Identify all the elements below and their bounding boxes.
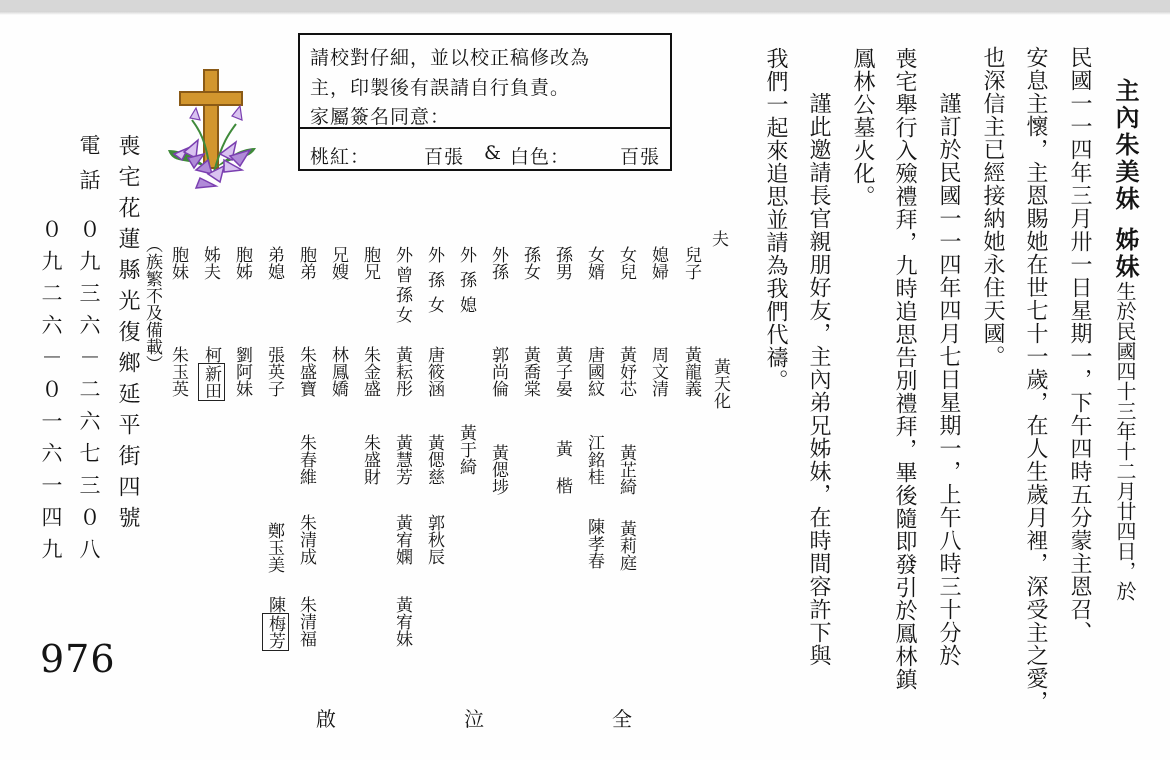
family-relation: 外曾孫女 bbox=[392, 246, 412, 326]
cross-with-lilies-icon bbox=[156, 66, 268, 198]
family-name: 朱盛寶 bbox=[296, 346, 316, 397]
family-name: 黃慧芳 bbox=[392, 434, 412, 485]
obituary-line-9: 我們一起來追思並請為我們代禱。 bbox=[763, 47, 788, 392]
paper-shadow bbox=[0, 11, 1170, 15]
family-name: 朱清成 bbox=[296, 514, 316, 565]
family-relation: 外孫女 bbox=[424, 246, 444, 321]
pink-quantity: 百張 bbox=[424, 146, 465, 168]
boxed-name-surname: 陳 bbox=[265, 596, 285, 613]
white-label: 白色： bbox=[510, 146, 571, 168]
top-edge-bar bbox=[0, 0, 1170, 11]
boxed-name-meifang bbox=[262, 596, 289, 651]
family-name: 朱春維 bbox=[296, 434, 316, 485]
deceased-name: 主內朱美妹 bbox=[1111, 78, 1140, 213]
family-relation: 弟媳 bbox=[264, 246, 284, 280]
family-relation: 女兒 bbox=[616, 246, 636, 280]
family-relation: 胞兄 bbox=[360, 246, 380, 280]
family-relation: 胞妹 bbox=[168, 246, 188, 280]
obituary-line-1: 生於民國四十三年十二月廿四日，於 bbox=[1113, 281, 1137, 601]
family-name: 郭尚倫 bbox=[488, 346, 508, 397]
family-name: 唐國紋 bbox=[584, 346, 604, 397]
funeral-home-address: 喪宅花蓮縣光復鄉延平街四號 bbox=[115, 134, 140, 537]
family-name: 朱玉英 bbox=[168, 346, 188, 397]
family-name: 朱金盛 bbox=[360, 346, 380, 397]
signature-all: 全 bbox=[612, 707, 632, 731]
phone-number-2: ０九二六－０一六一四九 bbox=[39, 218, 63, 570]
white-quantity: 百張 bbox=[620, 146, 661, 168]
ampersand: & bbox=[484, 142, 502, 164]
family-relation: 孫女 bbox=[520, 246, 540, 280]
family-relation: 兒子 bbox=[681, 246, 701, 280]
notice-line-3: 家屬簽名同意： bbox=[310, 106, 451, 128]
phone-label: 電話 bbox=[77, 134, 101, 204]
family-relation: 媳婦 bbox=[648, 246, 668, 280]
family-name: 劉阿妹 bbox=[232, 346, 252, 397]
obituary-line-5: 謹訂於民國一一四年四月七日星期一，上午八時三十分於 bbox=[936, 92, 961, 667]
family-name: 唐筱涵 bbox=[424, 346, 444, 397]
boxed-name-surname: 柯 bbox=[201, 346, 221, 363]
boxed-name-xintian bbox=[198, 346, 225, 401]
family-name: 江銘桂 bbox=[584, 434, 604, 485]
family-note: （族繁不及備載） bbox=[142, 236, 162, 372]
family-name: 黃于綺 bbox=[456, 424, 476, 475]
family-name: 黃莉庭 bbox=[616, 520, 636, 571]
obituary-line-6: 喪宅舉行入殮禮拜，九時追思告別禮拜，畢後隨即發引於鳳林鎮 bbox=[892, 47, 917, 691]
boxed-name-given: 新田 bbox=[198, 363, 225, 401]
notice-separator bbox=[300, 127, 670, 129]
obituary-line-3: 安息主懷，主恩賜她在世七十一歲，在人生歲月裡，深受主之愛， bbox=[1023, 46, 1048, 713]
family-name: 黃喬棠 bbox=[520, 346, 540, 397]
family-name: 黃楷 bbox=[552, 440, 572, 514]
obituary-line-2: 民國一一四年三月卅一日星期一，下午四時五分蒙主恩召、 bbox=[1067, 46, 1092, 644]
postal-suffix: 976 bbox=[40, 637, 116, 681]
family-name: 朱清福 bbox=[296, 596, 316, 647]
phone-number-1: ０九三六－二六七三０八 bbox=[77, 218, 101, 570]
signature-weep: 泣 bbox=[464, 707, 484, 731]
family-relation: 胞弟 bbox=[296, 246, 316, 280]
family-name: 黃子晏 bbox=[552, 346, 572, 397]
notice-line-2: 主，印製後有誤請自行負責。 bbox=[310, 77, 571, 99]
family-relation: 兄嫂 bbox=[328, 246, 348, 280]
family-name: 黃宥妹 bbox=[392, 596, 412, 647]
family-relation: 夫 bbox=[708, 230, 728, 247]
signature-announce: 啟 bbox=[316, 707, 336, 731]
obituary-title-column bbox=[1108, 78, 1143, 601]
family-name: 周文清 bbox=[648, 346, 668, 397]
family-name: 黃宥嫻 bbox=[392, 514, 412, 565]
family-name: 黃天化 bbox=[710, 358, 730, 409]
proofreading-notice-box bbox=[298, 33, 672, 171]
obituary-line-4: 也深信主已經接納她永住天國。 bbox=[980, 46, 1005, 368]
family-name: 陳孝春 bbox=[584, 518, 604, 569]
family-name: 黃耘彤 bbox=[392, 346, 412, 397]
family-name: 朱盛財 bbox=[360, 434, 380, 485]
obituary-line-7: 鳳林公墓火化。 bbox=[850, 47, 875, 208]
family-relation: 女婿 bbox=[584, 246, 604, 280]
family-name: 黃妤芯 bbox=[616, 346, 636, 397]
obituary-line-8: 謹此邀請長官親朋好友，主內弟兄姊妹，在時間容許下與 bbox=[806, 92, 831, 667]
family-relation: 孫男 bbox=[552, 246, 572, 280]
family-name: 黃偲慈 bbox=[424, 434, 444, 485]
family-relation: 姊夫 bbox=[200, 246, 220, 280]
family-name: 郭秋辰 bbox=[424, 514, 444, 565]
family-relation: 外孫 bbox=[488, 246, 508, 280]
notice-line-1: 請校對仔細，並以校正稿修改為 bbox=[310, 47, 591, 69]
family-name: 鄭玉美 bbox=[264, 522, 284, 573]
pink-label: 桃紅： bbox=[310, 146, 371, 168]
family-name: 黃偲埗 bbox=[488, 444, 508, 495]
family-relation: 外孫媳 bbox=[456, 246, 476, 321]
deceased-title: 姊妹 bbox=[1111, 227, 1140, 281]
boxed-name-given: 梅芳 bbox=[262, 613, 289, 651]
family-name: 黃龍義 bbox=[681, 346, 701, 397]
family-relation: 胞姊 bbox=[232, 246, 252, 280]
family-name: 張英子 bbox=[264, 346, 284, 397]
family-name: 林鳳嬌 bbox=[328, 346, 348, 397]
family-name: 黃芷綺 bbox=[616, 444, 636, 495]
